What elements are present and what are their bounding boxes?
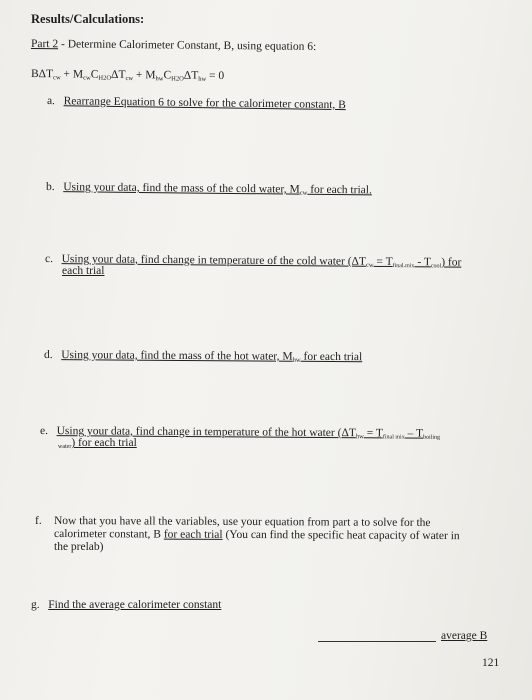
equation-6: $B\Delta T_{cw} + M_{cw}C_{H2O}\Delta T_{cw} + M_{hw}C_{H2O}\Delta T_{hw} = 0$ [30,68,225,83]
question-g-marker: g. [31,599,40,611]
question-e-line2: $_{water}$) for each trial [58,437,137,450]
average-b-blank[interactable] [318,641,436,642]
section-heading: Results/Calculations: [31,12,145,26]
question-b-marker: b. [45,181,55,194]
question-c-text: Using your data, find change in temperature of the cold water $(\Delta T_{cw} = T_{final mix} - T_{cool})$ for [61,253,462,270]
question-e-marker: e. [39,425,49,438]
question-b [46,180,372,201]
question-d-marker: d. [43,349,53,362]
question-f-marker: f. [35,515,42,527]
question-g [31,598,221,612]
question-d [44,348,362,368]
question-f-line3: the prelab) [54,541,104,553]
page-number: 121 [482,657,500,669]
part-title [31,37,316,54]
question-b-text: Using your data, find the mass of the cold water, $M_{cw}$ for each trial. [63,181,372,197]
question-d-text: Using your data, find the mass of the hot water, $M_{hw}$ for each trial [61,349,363,364]
question-f-line1: Now that you have all the variables, use your equation from part a to solve for the [53,515,431,529]
part-description: - Determine Calorimeter Constant, B, using equation 6: [58,38,317,53]
question-c [45,252,462,274]
question-a-text: Rearrange Equation 6 to solve for the calorimeter constant, B [63,95,346,112]
question-a [47,94,346,112]
question-f-line2: calorimeter constant, B for each trial (You can find the specific heat capacity of water in [53,528,460,543]
average-b-label: average B [441,630,488,642]
question-g-text: Find the average calorimeter constant [48,599,222,611]
question-a-marker: a. [46,95,56,108]
question-c-line2: each trial [62,265,105,277]
part-label: Part 2 [30,38,59,51]
question-c-marker: c. [44,253,54,266]
question-e-text: Using your data, find change in temperature of the hot water ($\Delta T_{hw} = T_{final mix} - T_{boiling}$ [56,425,441,441]
